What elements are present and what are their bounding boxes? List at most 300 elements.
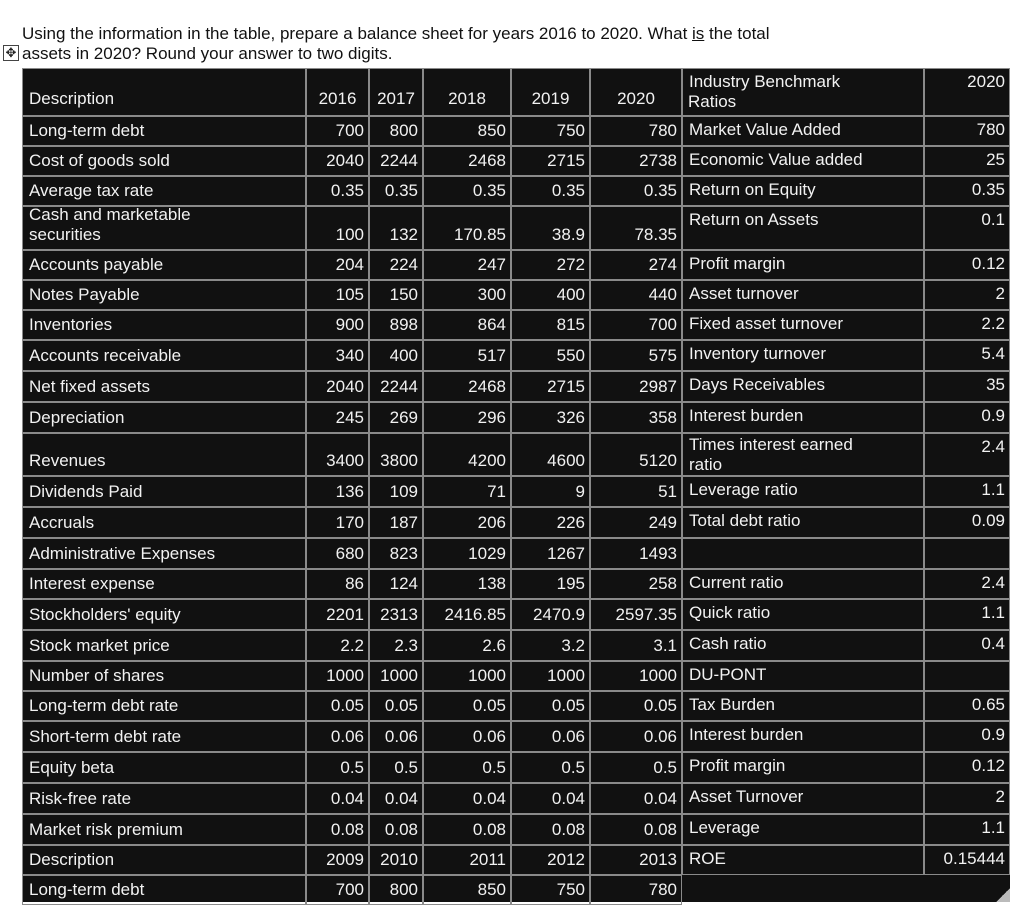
row-label[interactable] xyxy=(22,691,306,721)
row-value-text: 750 xyxy=(556,121,585,140)
row-value[interactable] xyxy=(369,402,423,433)
benchmark-label[interactable] xyxy=(682,250,924,280)
row-value[interactable] xyxy=(511,206,590,250)
row-value[interactable] xyxy=(306,599,369,630)
row-label-text: Cash and marketable securities xyxy=(29,205,191,244)
row-value[interactable] xyxy=(511,752,590,783)
row-value-text: 2244 xyxy=(380,377,418,396)
row-label[interactable] xyxy=(22,250,306,280)
benchmark-value[interactable] xyxy=(924,691,1010,721)
row-value-text: 0.05 xyxy=(551,696,585,715)
benchmark-value-text: 0.15444 xyxy=(943,849,1005,868)
row-value[interactable] xyxy=(511,476,590,507)
row-value-text: 0.04 xyxy=(330,789,364,808)
row-value-text: 800 xyxy=(389,880,418,899)
row-value[interactable] xyxy=(511,875,590,905)
row-value[interactable] xyxy=(511,371,590,402)
row-value-text: 1000 xyxy=(639,666,677,685)
benchmark-value[interactable] xyxy=(924,310,1010,340)
benchmark-label-text: Return on Assets xyxy=(689,210,819,229)
row-value[interactable] xyxy=(369,783,423,814)
row-label-text: Inventories xyxy=(29,315,113,334)
row-value[interactable] xyxy=(306,371,369,402)
row-value[interactable] xyxy=(590,310,682,340)
row-value[interactable] xyxy=(511,402,590,433)
row-value[interactable] xyxy=(423,783,511,814)
row-value[interactable] xyxy=(423,250,511,280)
row-value[interactable] xyxy=(590,661,682,691)
benchmark-label[interactable] xyxy=(682,116,924,146)
benchmark-label[interactable] xyxy=(682,845,924,875)
row-value-text: 206 xyxy=(477,513,506,532)
row-label[interactable] xyxy=(22,569,306,599)
header-cell[interactable] xyxy=(423,68,511,116)
row-value-text: 136 xyxy=(335,482,364,501)
row-value[interactable] xyxy=(306,250,369,280)
header-cell[interactable] xyxy=(369,68,423,116)
header-cell[interactable] xyxy=(511,68,590,116)
row-value-text: 2010 xyxy=(380,850,418,869)
row-value[interactable] xyxy=(369,476,423,507)
benchmark-value[interactable] xyxy=(924,630,1010,661)
header-cell[interactable] xyxy=(590,68,682,116)
row-value-text: 0.05 xyxy=(472,696,506,715)
benchmark-label-text: Leverage ratio xyxy=(689,480,798,499)
row-value[interactable] xyxy=(369,661,423,691)
resize-handle-icon[interactable] xyxy=(996,888,1010,902)
row-value-text: 0.5 xyxy=(561,758,585,777)
row-value[interactable] xyxy=(590,538,682,569)
row-value-text: 0.35 xyxy=(330,181,364,200)
benchmark-label[interactable] xyxy=(682,569,924,599)
row-value[interactable] xyxy=(423,691,511,721)
row-value-text: 850 xyxy=(477,121,506,140)
row-value[interactable] xyxy=(306,146,369,176)
row-value[interactable] xyxy=(590,783,682,814)
row-value[interactable] xyxy=(511,507,590,538)
row-value[interactable] xyxy=(590,116,682,146)
row-value-text: 815 xyxy=(556,315,585,334)
row-value-text: 780 xyxy=(648,121,677,140)
benchmark-label[interactable] xyxy=(682,310,924,340)
benchmark-label[interactable] xyxy=(682,206,924,250)
benchmark-value[interactable] xyxy=(924,116,1010,146)
row-value[interactable] xyxy=(511,146,590,176)
row-value-text: 700 xyxy=(335,880,364,899)
benchmark-value[interactable] xyxy=(924,752,1010,783)
row-value-text: 249 xyxy=(648,513,677,532)
row-value[interactable] xyxy=(590,691,682,721)
row-label[interactable] xyxy=(22,599,306,630)
header-cell[interactable] xyxy=(306,68,369,116)
row-label[interactable] xyxy=(22,176,306,206)
benchmark-label-text: Market Value Added xyxy=(689,120,841,139)
row-value-text: 1493 xyxy=(639,544,677,563)
row-value[interactable] xyxy=(423,630,511,661)
benchmark-value[interactable] xyxy=(924,371,1010,402)
benchmark-label[interactable] xyxy=(682,433,924,476)
benchmark-label[interactable] xyxy=(682,402,924,433)
row-value[interactable] xyxy=(590,845,682,875)
row-value[interactable] xyxy=(590,176,682,206)
row-value[interactable] xyxy=(306,661,369,691)
benchmark-label[interactable] xyxy=(682,599,924,630)
row-value[interactable] xyxy=(306,630,369,661)
row-value[interactable] xyxy=(369,340,423,371)
benchmark-value[interactable] xyxy=(924,250,1010,280)
benchmark-value[interactable] xyxy=(924,280,1010,310)
row-value[interactable] xyxy=(369,206,423,250)
row-value[interactable] xyxy=(423,814,511,845)
benchmark-value-text: 1.1 xyxy=(981,603,1005,622)
row-value[interactable] xyxy=(306,507,369,538)
row-value-text: 0.35 xyxy=(472,181,506,200)
row-label[interactable] xyxy=(22,661,306,691)
row-value[interactable] xyxy=(423,146,511,176)
row-value[interactable] xyxy=(306,476,369,507)
row-value-text: 2.6 xyxy=(482,636,506,655)
row-label[interactable] xyxy=(22,783,306,814)
row-value-text: 0.06 xyxy=(472,727,506,746)
row-label[interactable] xyxy=(22,433,306,476)
row-value[interactable] xyxy=(423,176,511,206)
row-value-text: 296 xyxy=(477,408,506,427)
row-value[interactable] xyxy=(423,599,511,630)
row-value[interactable] xyxy=(511,814,590,845)
row-value[interactable] xyxy=(423,661,511,691)
row-label[interactable] xyxy=(22,752,306,783)
row-value[interactable] xyxy=(369,845,423,875)
row-value-text: 2715 xyxy=(547,377,585,396)
row-value[interactable] xyxy=(306,176,369,206)
row-value[interactable] xyxy=(369,875,423,905)
row-value[interactable] xyxy=(369,310,423,340)
row-value[interactable] xyxy=(511,691,590,721)
benchmark-value[interactable] xyxy=(924,340,1010,371)
row-value[interactable] xyxy=(369,176,423,206)
row-value-text: 274 xyxy=(648,255,677,274)
row-value-text: 2009 xyxy=(326,850,364,869)
row-value[interactable] xyxy=(590,875,682,905)
header-cell-text: 2019 xyxy=(531,89,570,108)
row-value[interactable] xyxy=(423,538,511,569)
benchmark-value[interactable] xyxy=(924,176,1010,206)
benchmark-label[interactable] xyxy=(682,476,924,507)
row-value-text: 1000 xyxy=(468,666,506,685)
row-label[interactable] xyxy=(22,340,306,371)
header-cell-text: 2018 xyxy=(448,89,486,108)
row-value-text: 0.08 xyxy=(472,820,506,839)
row-label[interactable] xyxy=(22,814,306,845)
row-value[interactable] xyxy=(423,845,511,875)
row-label-text: Equity beta xyxy=(29,758,115,777)
row-value[interactable] xyxy=(511,721,590,752)
row-value[interactable] xyxy=(369,569,423,599)
benchmark-label-text: Quick ratio xyxy=(689,603,771,622)
row-value[interactable] xyxy=(369,630,423,661)
row-value[interactable] xyxy=(590,476,682,507)
row-value[interactable] xyxy=(590,402,682,433)
row-label[interactable] xyxy=(22,875,306,905)
row-value[interactable] xyxy=(590,340,682,371)
benchmark-label[interactable] xyxy=(682,721,924,752)
benchmark-label-text: Return on Equity xyxy=(689,180,816,199)
row-value[interactable] xyxy=(511,661,590,691)
row-value[interactable] xyxy=(369,280,423,310)
row-value-text: 86 xyxy=(345,574,364,593)
row-label[interactable] xyxy=(22,721,306,752)
benchmark-label[interactable] xyxy=(682,340,924,371)
row-value[interactable] xyxy=(423,721,511,752)
row-value[interactable] xyxy=(369,250,423,280)
benchmark-year-header[interactable] xyxy=(924,68,1010,116)
row-value-text: 1029 xyxy=(468,544,506,563)
benchmark-label[interactable] xyxy=(682,507,924,538)
row-label[interactable] xyxy=(22,402,306,433)
row-value[interactable] xyxy=(590,630,682,661)
row-value-text: 1000 xyxy=(547,666,585,685)
benchmark-label[interactable] xyxy=(682,280,924,310)
move-handle-icon[interactable]: ✥ xyxy=(3,45,19,61)
row-value-text: 170.85 xyxy=(454,225,506,244)
row-value[interactable] xyxy=(369,599,423,630)
benchmark-value[interactable] xyxy=(924,433,1010,476)
row-value[interactable] xyxy=(369,433,423,476)
row-value-text: 71 xyxy=(487,482,506,501)
benchmark-header[interactable] xyxy=(682,68,924,116)
row-value[interactable] xyxy=(423,280,511,310)
benchmark-value[interactable] xyxy=(924,814,1010,845)
benchmark-label[interactable] xyxy=(682,176,924,206)
row-value-text: 440 xyxy=(648,285,677,304)
row-value[interactable] xyxy=(306,814,369,845)
row-value[interactable] xyxy=(511,569,590,599)
row-value-text: 575 xyxy=(648,346,677,365)
benchmark-label[interactable] xyxy=(682,814,924,845)
benchmark-label[interactable] xyxy=(682,371,924,402)
row-value[interactable] xyxy=(590,721,682,752)
row-value[interactable] xyxy=(423,507,511,538)
row-value[interactable] xyxy=(511,250,590,280)
row-value-text: 0.06 xyxy=(643,727,677,746)
row-value-text: 0.06 xyxy=(384,727,418,746)
row-value-text: 0.05 xyxy=(643,696,677,715)
row-value[interactable] xyxy=(590,814,682,845)
row-value-text: 340 xyxy=(335,346,364,365)
row-value-text: 2715 xyxy=(547,151,585,170)
row-value[interactable] xyxy=(511,176,590,206)
benchmark-value[interactable] xyxy=(924,146,1010,176)
question-line-2: assets in 2020? Round your answer to two digits. xyxy=(22,44,393,63)
row-value[interactable] xyxy=(590,569,682,599)
row-value[interactable] xyxy=(306,783,369,814)
benchmark-label-text: Inventory turnover xyxy=(689,344,827,363)
row-label-text: Cost of goods sold xyxy=(29,151,170,170)
row-value[interactable] xyxy=(423,402,511,433)
row-value-text: 204 xyxy=(335,255,364,274)
row-value[interactable] xyxy=(306,721,369,752)
benchmark-value[interactable] xyxy=(924,599,1010,630)
row-label[interactable] xyxy=(22,146,306,176)
benchmark-label-text: Times interest earned ratio xyxy=(689,435,853,474)
row-value[interactable] xyxy=(511,433,590,476)
benchmark-value[interactable] xyxy=(924,507,1010,538)
row-value[interactable] xyxy=(590,146,682,176)
row-value-text: 0.08 xyxy=(330,820,364,839)
row-value-text: 247 xyxy=(477,255,506,274)
row-value[interactable] xyxy=(511,783,590,814)
row-value-text: 105 xyxy=(335,285,364,304)
row-value[interactable] xyxy=(306,845,369,875)
row-value-text: 300 xyxy=(477,285,506,304)
row-value-text: 1000 xyxy=(380,666,418,685)
benchmark-label-text: ROE xyxy=(689,849,726,868)
benchmark-value[interactable] xyxy=(924,476,1010,507)
row-value-text: 800 xyxy=(389,121,418,140)
row-value-text: 100 xyxy=(335,225,364,244)
row-value-text: 2597.35 xyxy=(615,605,677,624)
row-value[interactable] xyxy=(590,752,682,783)
row-value[interactable] xyxy=(306,402,369,433)
row-value[interactable] xyxy=(306,691,369,721)
row-value-text: 700 xyxy=(648,315,677,334)
row-value[interactable] xyxy=(423,340,511,371)
benchmark-value[interactable] xyxy=(924,783,1010,814)
row-value[interactable] xyxy=(590,206,682,250)
benchmark-label[interactable] xyxy=(682,691,924,721)
row-value[interactable] xyxy=(369,538,423,569)
row-value[interactable] xyxy=(511,845,590,875)
row-label[interactable] xyxy=(22,280,306,310)
row-label-text: Stockholders' equity xyxy=(29,605,181,624)
header-cell-text: 2016 xyxy=(318,89,357,108)
row-value[interactable] xyxy=(423,310,511,340)
row-value[interactable] xyxy=(511,630,590,661)
row-value[interactable] xyxy=(590,433,682,476)
benchmark-label-text: Total debt ratio xyxy=(689,511,801,530)
row-value[interactable] xyxy=(423,116,511,146)
benchmark-label[interactable] xyxy=(682,538,924,569)
benchmark-value[interactable] xyxy=(924,569,1010,599)
row-value[interactable] xyxy=(306,569,369,599)
row-value[interactable] xyxy=(306,310,369,340)
benchmark-value-text: 0.9 xyxy=(981,725,1005,744)
row-value[interactable] xyxy=(306,538,369,569)
row-value[interactable] xyxy=(590,371,682,402)
row-value-text: 0.5 xyxy=(394,758,418,777)
row-label[interactable] xyxy=(22,371,306,402)
benchmark-value[interactable] xyxy=(924,845,1010,875)
row-value-text: 170 xyxy=(335,513,364,532)
row-label[interactable] xyxy=(22,507,306,538)
row-value[interactable] xyxy=(369,116,423,146)
row-value[interactable] xyxy=(590,280,682,310)
benchmark-value[interactable] xyxy=(924,538,1010,569)
benchmark-label[interactable] xyxy=(682,661,924,691)
row-label-text: Long-term debt rate xyxy=(29,696,179,715)
benchmark-label[interactable] xyxy=(682,630,924,661)
row-label[interactable] xyxy=(22,476,306,507)
benchmark-value-text: 780 xyxy=(976,120,1005,139)
benchmark-value-text: 2 xyxy=(995,787,1005,806)
row-value[interactable] xyxy=(306,280,369,310)
row-value-text: 4200 xyxy=(468,451,506,470)
row-value[interactable] xyxy=(423,752,511,783)
benchmark-value[interactable] xyxy=(924,721,1010,752)
row-value[interactable] xyxy=(423,476,511,507)
row-value-text: 0.05 xyxy=(384,696,418,715)
row-value[interactable] xyxy=(306,752,369,783)
benchmark-value[interactable] xyxy=(924,206,1010,250)
row-value[interactable] xyxy=(423,875,511,905)
row-value[interactable] xyxy=(369,752,423,783)
row-value[interactable] xyxy=(369,814,423,845)
benchmark-value[interactable] xyxy=(924,402,1010,433)
row-label[interactable] xyxy=(22,310,306,340)
row-value[interactable] xyxy=(369,507,423,538)
row-value[interactable] xyxy=(423,206,511,250)
row-value[interactable] xyxy=(306,340,369,371)
row-value-text: 550 xyxy=(556,346,585,365)
row-value[interactable] xyxy=(511,340,590,371)
row-value[interactable] xyxy=(306,875,369,905)
benchmark-label-text: DU-PONT xyxy=(689,665,767,684)
row-value[interactable] xyxy=(369,371,423,402)
row-value-text: 224 xyxy=(389,255,418,274)
row-value[interactable] xyxy=(590,250,682,280)
benchmark-label[interactable] xyxy=(682,783,924,814)
row-value[interactable] xyxy=(306,433,369,476)
row-value-text: 0.04 xyxy=(643,789,677,808)
benchmark-label[interactable] xyxy=(682,146,924,176)
row-label-text: Average tax rate xyxy=(29,181,154,200)
row-value[interactable] xyxy=(369,691,423,721)
row-label[interactable] xyxy=(22,206,306,250)
row-label[interactable] xyxy=(22,538,306,569)
row-value[interactable] xyxy=(306,116,369,146)
row-value[interactable] xyxy=(511,310,590,340)
row-value-text: 0.04 xyxy=(384,789,418,808)
row-label[interactable] xyxy=(22,845,306,875)
row-value[interactable] xyxy=(369,146,423,176)
row-label-text: Stock market price xyxy=(29,636,170,655)
row-value[interactable] xyxy=(511,538,590,569)
header-cell[interactable] xyxy=(22,68,306,116)
row-value-text: 750 xyxy=(556,880,585,899)
benchmark-value[interactable] xyxy=(924,661,1010,691)
data-table xyxy=(22,68,1010,902)
row-value[interactable] xyxy=(423,433,511,476)
row-value-text: 195 xyxy=(556,574,585,593)
row-value-text: 2470.9 xyxy=(533,605,585,624)
row-label[interactable] xyxy=(22,116,306,146)
row-value[interactable] xyxy=(590,599,682,630)
row-value[interactable] xyxy=(511,116,590,146)
row-label[interactable] xyxy=(22,630,306,661)
benchmark-label-text: Interest burden xyxy=(689,725,804,744)
row-value[interactable] xyxy=(306,206,369,250)
row-value-text: 0.08 xyxy=(643,820,677,839)
row-value-text: 780 xyxy=(648,880,677,899)
row-value[interactable] xyxy=(511,599,590,630)
row-value-text: 226 xyxy=(556,513,585,532)
row-value[interactable] xyxy=(423,371,511,402)
row-value[interactable] xyxy=(590,507,682,538)
row-value[interactable] xyxy=(369,721,423,752)
benchmark-label[interactable] xyxy=(682,752,924,783)
row-value[interactable] xyxy=(511,280,590,310)
row-value[interactable] xyxy=(423,569,511,599)
